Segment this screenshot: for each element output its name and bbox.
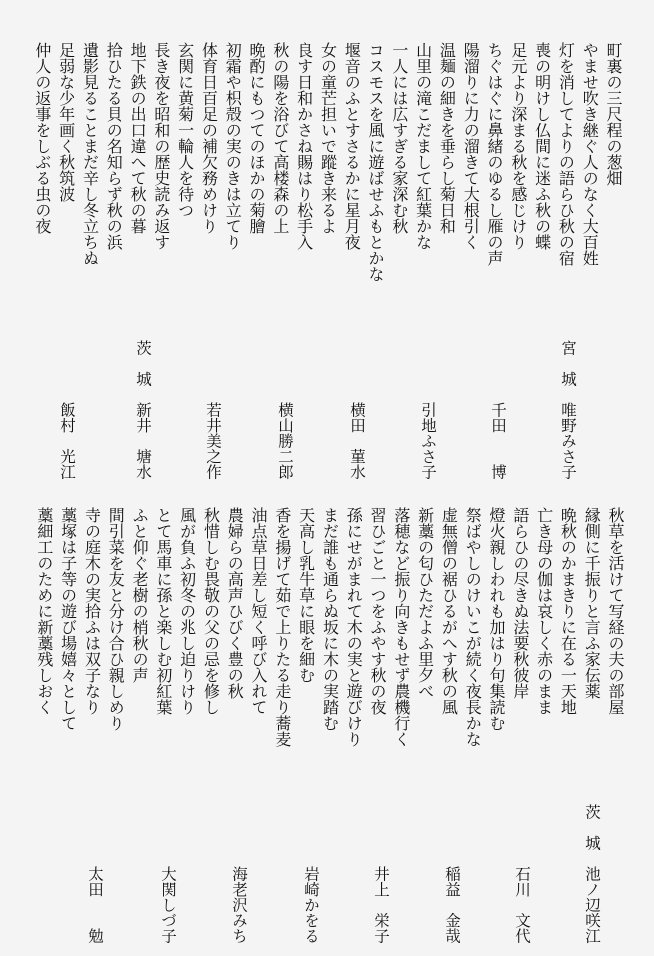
author-credit [135,335,151,479]
haiku-line: 玄関に黄菊一輪人を待つ [175,42,195,218]
author-credit [420,335,436,479]
haiku-line: 晩秋のかまきりに在る一天地 [558,507,578,715]
haiku-line: 灯を消してよりの語らひ秋の宿 [556,42,576,266]
haiku-line: 落穂など振り向きもせず農機行く [391,507,411,747]
author-credit [514,799,530,943]
author-credit [231,799,247,943]
author-credit [560,335,576,479]
haiku-line: 寺の庭木の実拾ふは双子なり [82,507,102,715]
haiku-line: 藁塚は子等の遊び場嬉々として [58,507,78,731]
author-name: 若井美之作 [204,401,222,479]
haiku-line: 喪の明けし仏間に迷ふ秋の蝶 [532,42,552,250]
haiku-line: 秋の陽を浴びて高楼森の上 [270,42,290,234]
author-prefecture: 茨城 [583,803,601,866]
haiku-line: 亡き母の伽は哀しく赤のまま [534,507,554,715]
haiku-line: 語らひの尽きぬ法要秋彼岸 [510,507,530,699]
haiku-line: 孫にせがまれて木の実と遊びけり [344,507,364,747]
haiku-line: 香を揚げて茹で上りたる走り蕎麦 [272,507,292,747]
haiku-line: 良す日和かさね賜はり松手入 [294,42,314,250]
haiku-line: 新藁の匂ひただよふ里夕べ [415,507,435,699]
haiku-line: 初霜や枳殻の実のきは立てり [223,42,243,250]
author-prefecture: 宮城 [559,339,577,402]
haiku-line: 燈火親しわれも加はり句集読む [487,507,507,731]
author-credit [205,335,221,479]
haiku-line: 風が負ふ初冬の兆し迫りけり [177,507,197,715]
haiku-line: 習ひごと一つをふやす秋の夜 [368,507,388,715]
author-name: 太田 勉 [86,865,104,943]
haiku-line: 陽溜りに力の溜きて大根引く [461,42,481,250]
haiku-line: とて馬車に孫と楽しむ初紅葉 [153,507,173,715]
haiku-line: 祭ばやしのけいこが続く夜長かな [463,507,483,747]
author-name: 海老沢みち [230,865,248,943]
haiku-line: 足弱な少年画く秋筑波 [56,42,76,202]
haiku-line: ふと仰ぐ老樹の梢秋の声 [130,507,150,683]
haiku-line: 一人には広すぎる家深む秋 [389,42,409,234]
haiku-line: 地下鉄の出口違へて秋の暮 [128,42,148,234]
author-name: 新井 塘水 [134,401,152,479]
author-name: 稲益 金哉 [443,865,461,943]
author-credit [349,335,365,479]
haiku-line: 油点草日差し短く呼び入れて [249,507,269,715]
haiku-line: 温麺の細きを垂らし菊日和 [437,42,457,234]
haiku-line: 晩酌にもつてのほかの菊膾 [247,42,267,234]
haiku-line: 天高し乳牛草に眼を細む [296,507,316,683]
author-prefecture: 茨城 [134,339,152,402]
haiku-line: 遺影見ることまだ辛し冬立ちぬ [80,42,100,266]
lower-haiku-section [32,507,627,777]
author-name: 引地ふさ子 [419,401,437,479]
author-name: 岩崎かをる [302,865,320,943]
haiku-line: 体育日百足の補欠務めけり [199,42,219,234]
author-name: 池ノ辺咲江 [583,865,601,943]
author-credit [373,799,389,943]
author-credit [277,335,293,479]
author-name: 千田 博 [489,401,507,479]
haiku-line: やませ吹き継ぐ人のなく大百姓 [580,42,600,266]
author-name: 大関しづ子 [159,865,177,943]
haiku-line: 秋草を活けて写経の夫の部屋 [606,507,625,715]
haiku-line: まだ誰も通らぬ坂に木の実踏む [320,507,340,731]
author-name: 飯村 光江 [58,401,76,479]
author-credit [490,335,506,479]
haiku-line: 足元より深まる秋を感じけり [508,42,528,250]
author-credit [303,799,319,943]
haiku-line: 間引菜を友と分け合ひ親しめり [106,507,126,731]
author-credit [160,799,176,943]
haiku-line: 長き夜を昭和の歴史読み返す [151,42,171,250]
author-name: 石川 文代 [513,865,531,943]
haiku-line: 農婦らの高声ひびく豊の秋 [225,507,245,699]
author-credit [444,799,460,943]
author-name: 井上 栄子 [372,865,390,943]
upper-haiku-section [30,42,625,312]
haiku-line: 町裏の三尺程の葱畑 [604,42,623,186]
author-name: 横田 菫水 [348,401,366,479]
haiku-line: 女の童芒担いで蹤き来るよ [318,42,338,234]
haiku-line: 山里の滝こだまして紅葉かな [413,42,433,250]
haiku-line: 縁側に千振りと言ふ家伝薬 [582,507,602,699]
haiku-line: ちぐはぐに鼻緒のゆるし雁の声 [485,42,505,266]
author-credit [584,799,600,943]
author-name: 唯野みさ子 [559,401,577,479]
author-credit [59,335,75,479]
haiku-line: 藁細工のために新藁残しおく [34,507,54,715]
haiku-line: 虚無僧の裾ひるがへす秋の風 [439,507,459,715]
haiku-line: 秋惜しむ畏敬の父の忌を修し [201,507,221,715]
author-credit [87,799,103,943]
haiku-line: コスモスを風に遊ばせふもとかな [366,42,386,282]
author-name: 横山勝二郎 [276,401,294,479]
haiku-line: 堰音のふとすさるかに星月夜 [342,42,362,250]
haiku-line: 拾ひたる貝の名知らず秋の浜 [104,42,124,250]
haiku-line: 仲人の返事をしぶる虫の夜 [32,42,52,234]
